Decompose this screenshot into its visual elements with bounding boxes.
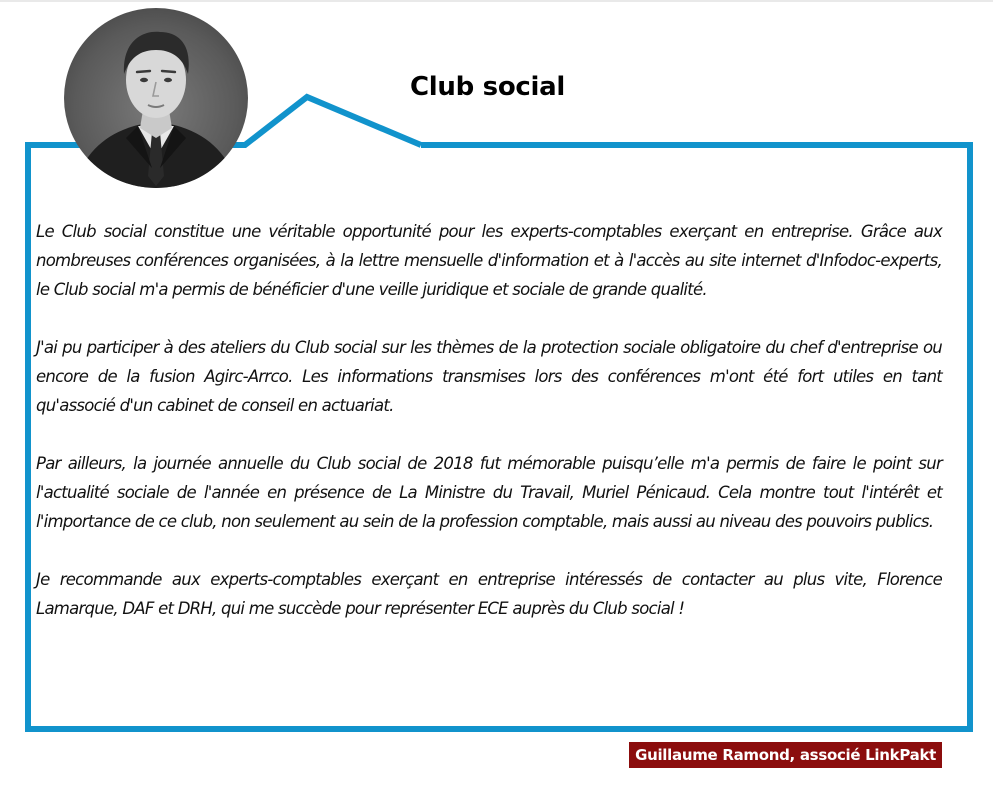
avatar [64, 8, 248, 188]
signature-badge: Guillaume Ramond, associé LinkPakt [629, 742, 942, 768]
testimonial-text [36, 217, 942, 623]
paragraph: Le Club social constitue une véritable opportunité pour les experts-comptables exerçant en entreprise. Grâce aux nombreuses conférences organisées, à la lettre mensuelle d'information et à l'accès au site internet d'Infodoc-experts, le Club social m'a permis de bénéficier d'une veille juridique et sociale de grande qualité. [36, 222, 942, 299]
paragraph: Par ailleurs, la journée annuelle du Club social de 2018 fut mémorable puisqu’elle m'a permis de faire le point sur l'actualité sociale de l'année en présence de La Ministre du Travail, Muriel Pénicaud. Cela montre tout l'intérêt et l'importance de ce club, non seulement au sein de la profession comptable, mais aussi au niveau des pouvoirs publics. [36, 454, 942, 531]
person-portrait-icon [64, 8, 248, 188]
page-title: Club social [410, 72, 565, 102]
paragraph: Je recommande aux experts-comptables exerçant en entreprise intéressés de contacter au plus vite, Florence Lamarque, DAF et DRH, qui me succède pour représenter ECE auprès du Club social ! [36, 570, 942, 618]
paragraph: J'ai pu participer à des ateliers du Club social sur les thèmes de la protection sociale obligatoire du chef d'entreprise ou encore de la fusion Agirc-Arrco. Les informations transmises lors des conférences m'ont été fort utiles en tant qu'associé d'un cabinet de conseil en actuariat. [36, 338, 942, 415]
